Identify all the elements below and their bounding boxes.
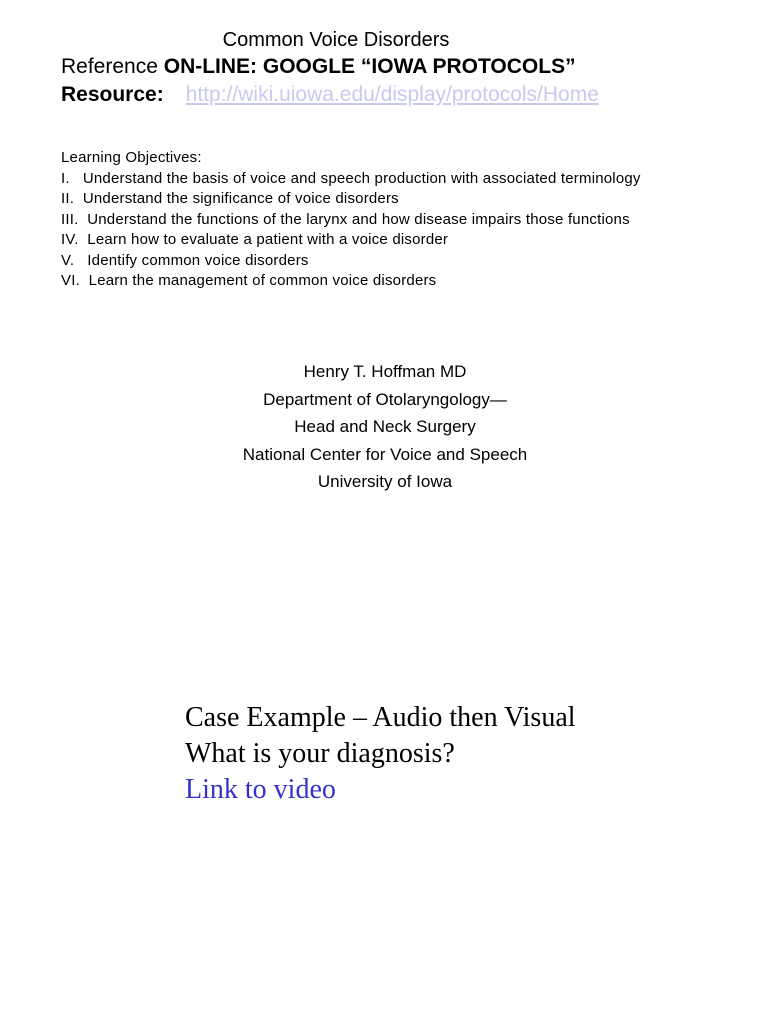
objective-item: II. Understand the significance of voice disorders — [61, 190, 399, 207]
reference-prefix: Reference — [61, 55, 164, 78]
document-title: Common Voice Disorders — [222, 29, 450, 51]
author-name: Henry T. Hoffman MD — [303, 362, 467, 381]
author-block — [0, 358, 768, 496]
objective-item: IV. Learn how to evaluate a patient with a voice disorder — [61, 231, 449, 248]
reference-text: ON-LINE: GOOGLE “IOWA PROTOCOLS” — [163, 55, 576, 78]
resource-line — [61, 81, 599, 109]
objective-item: VI. Learn the management of common voice disorders — [61, 272, 437, 289]
resource-label: Resource: — [61, 83, 164, 106]
objective-item: V. Identify common voice disorders — [61, 251, 309, 269]
author-department-line2: Head and Neck Surgery — [294, 417, 476, 436]
author-department-line1: Department of Otolaryngology— — [263, 389, 507, 409]
objectives-list — [61, 169, 701, 292]
objective-item: III. Understand the functions of the larynx and how disease impairs those functions — [61, 210, 630, 228]
objective-item: I. Understand the basis of voice and speech production with associated terminology — [61, 169, 641, 187]
learning-objectives — [61, 148, 701, 292]
case-example-question: What is your diagnosis? — [185, 738, 455, 769]
resource-link[interactable]: http://wiki.uiowa.edu/display/protocols/Home — [185, 83, 599, 106]
case-example-title: Case Example – Audio then Visual — [185, 702, 576, 733]
objectives-heading: Learning Objectives: — [61, 149, 202, 166]
case-example — [185, 700, 576, 808]
reference-line — [61, 53, 576, 81]
video-link[interactable]: Link to video — [185, 774, 336, 805]
author-university: University of Iowa — [317, 472, 453, 491]
author-center: National Center for Voice and Speech — [242, 444, 528, 464]
